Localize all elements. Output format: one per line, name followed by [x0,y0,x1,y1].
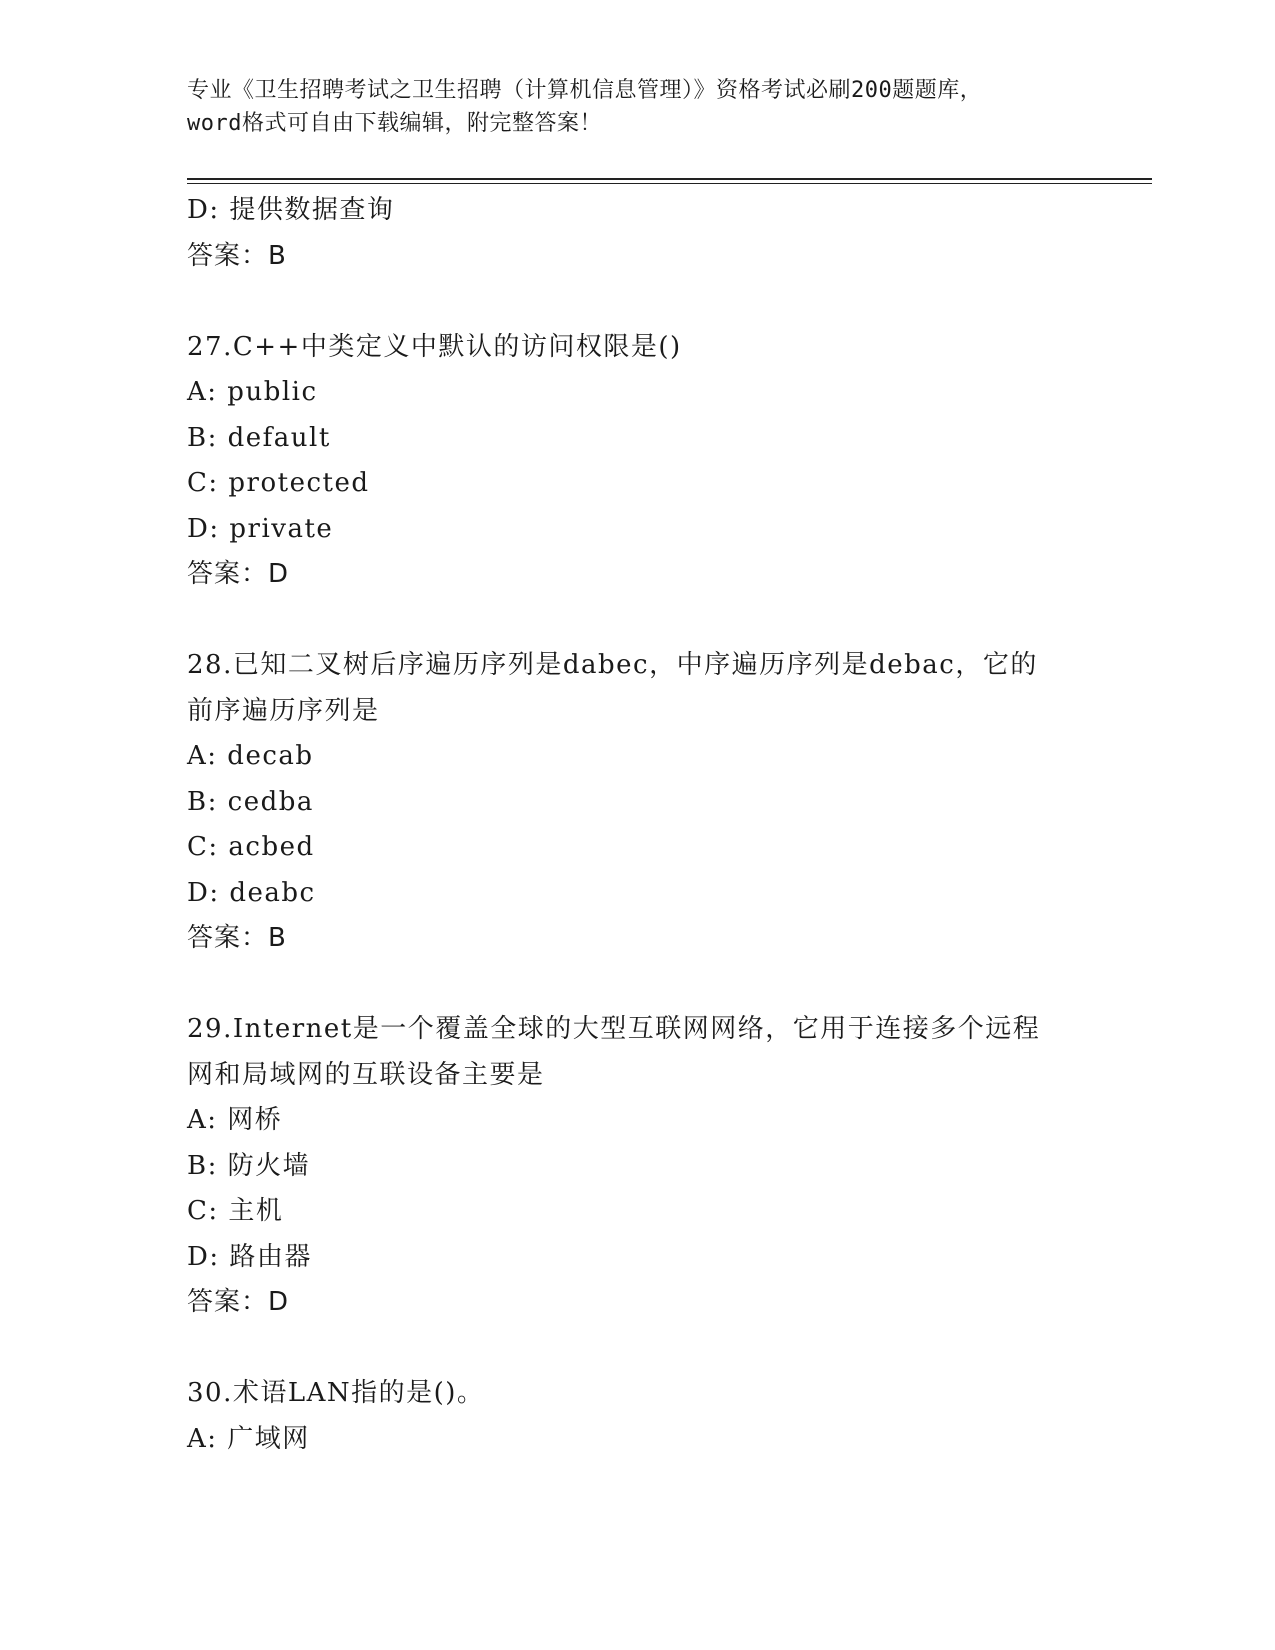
spacer [187,279,1087,325]
option-a: A: 网桥 [187,1105,283,1135]
question-text-continued: 网和局域网的互联设备主要是 [187,1059,545,1090]
header-title-line-2: word格式可自由下载编辑，附完整答案！ [187,111,602,136]
option-b: B: 防火墙 [187,1150,311,1181]
option-d: D: deabc [187,877,316,908]
spacer [187,1326,1087,1372]
option-d: D: 路由器 [187,1241,312,1272]
spacer [187,962,1087,1008]
spacer [187,598,1087,644]
option-d: D: private [187,513,334,544]
question-text-continued: 前序遍历序列是 [187,695,380,726]
question-28 [187,643,1087,962]
option-b: B: default [187,422,331,453]
answer-line: 答案：B [187,240,287,271]
question-text: 27.C++中类定义中默认的访问权限是() [187,331,682,362]
header-title-line-1: 专业《卫生招聘考试之卫生招聘（计算机信息管理）》资格考试必刷200题题库， [187,78,983,103]
answer-line: 答案：B [187,923,287,953]
option-c: C: acbed [187,832,315,862]
option-a: A: 广域网 [187,1423,310,1454]
answer-line: 答案：D [187,1287,290,1317]
question-27 [187,325,1087,598]
option-c: C: 主机 [187,1196,284,1226]
question-29 [187,1007,1087,1326]
document-header [187,74,1087,140]
answer-line: 答案：D [187,559,290,589]
question-26-tail [187,188,1087,279]
header-divider-thin [187,183,1152,184]
option-c: C: protected [187,468,370,498]
header-divider-thick [187,178,1152,180]
option-b: B: cedba [187,786,314,817]
question-30 [187,1371,1087,1462]
question-text: 29.Internet是一个覆盖全球的大型互联网网络，它用于连接多个远程 [187,1014,1041,1044]
question-text: 28.已知二叉树后序遍历序列是dabec，中序遍历序列是debac，它的 [187,650,1038,680]
option-d: D: 提供数据查询 [187,195,395,225]
option-a: A: decab [187,741,314,771]
question-text: 30.术语LAN指的是()。 [187,1378,485,1408]
option-a: A: public [187,377,318,407]
question-list [187,188,1087,1462]
